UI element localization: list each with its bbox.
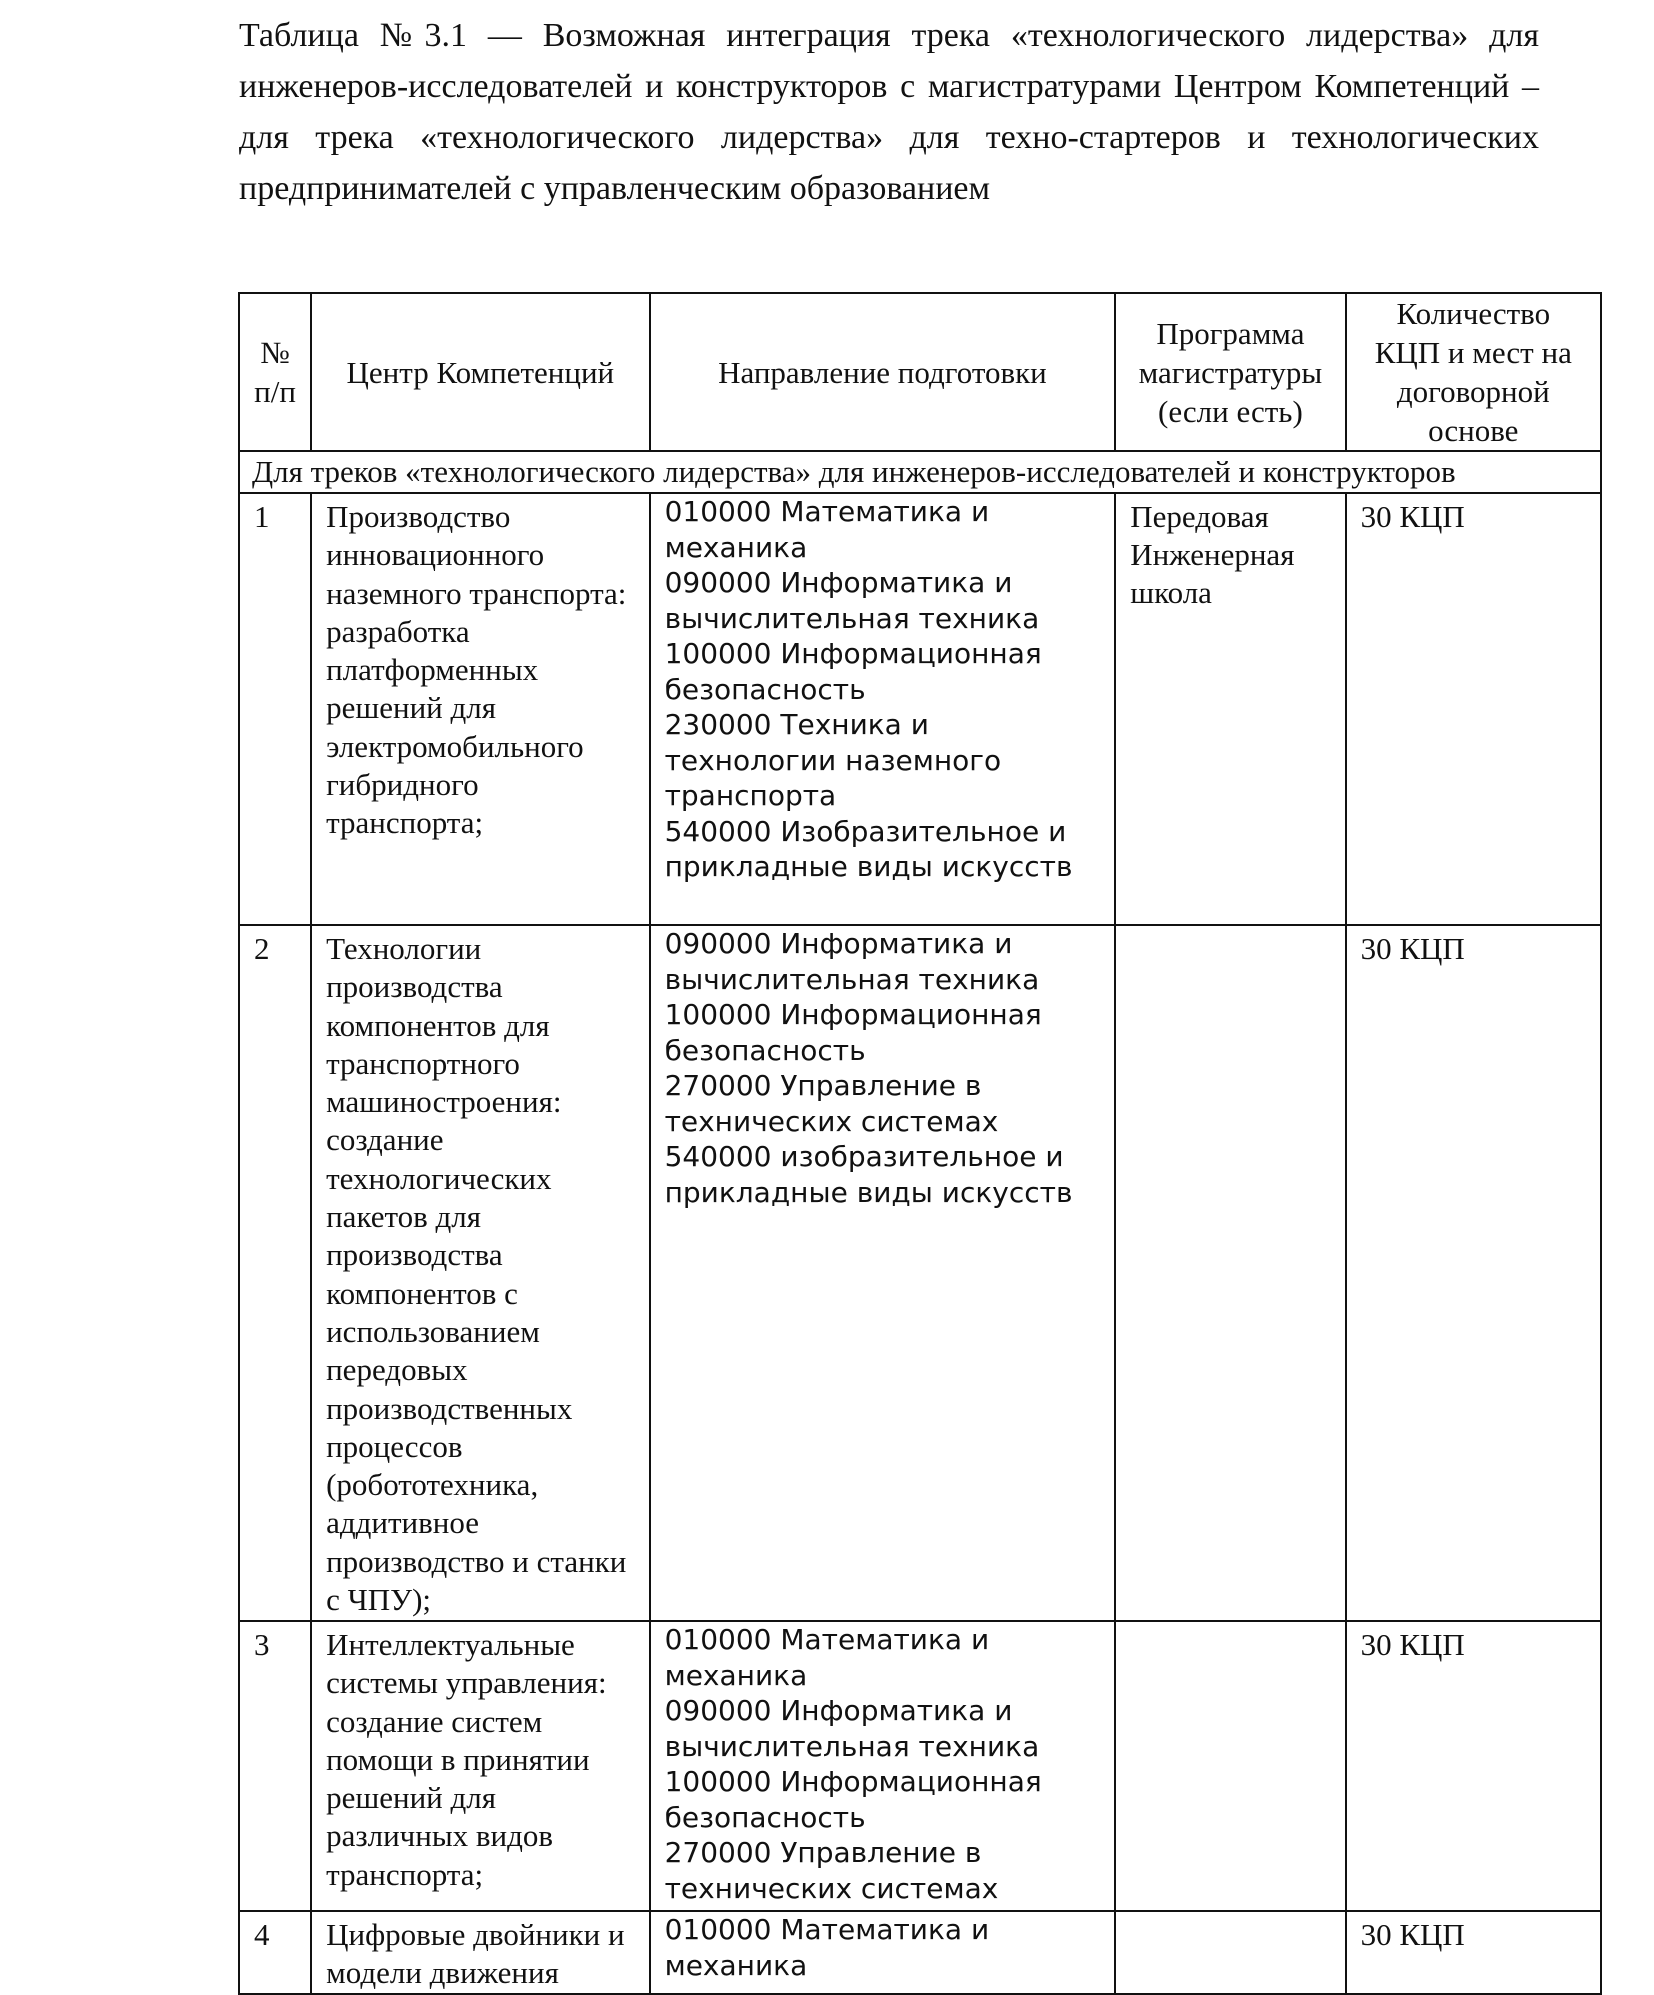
row-quantity: 30 КЦП: [1346, 925, 1601, 1621]
direction-item: 090000 Информатика и вычислительная техника: [664, 927, 1040, 996]
row-program: Передовая Инженерная школа: [1115, 493, 1345, 925]
integration-table: [238, 292, 1602, 1995]
header-direction: Направление подготовки: [650, 293, 1116, 451]
direction-item: 100000 Информационная безопасность: [664, 637, 1042, 706]
row-quantity: 30 КЦП: [1346, 1621, 1601, 1911]
direction-item: 090000 Информатика и вычислительная техника: [664, 566, 1040, 635]
row-center: Интеллектуальные системы управления: создание систем помощи в принятии решений для различных видов транспорта;: [311, 1621, 649, 1911]
row-num: 4: [239, 1911, 311, 1994]
table-row: [239, 493, 1601, 925]
header-center: Центр Компетенций: [311, 293, 649, 451]
row-center: Цифровые двойники и модели движения: [311, 1911, 649, 1994]
row-quantity: 30 КЦП: [1346, 493, 1601, 925]
direction-item: 010000 Математика и механика: [664, 1913, 990, 1982]
table-row: [239, 925, 1601, 1621]
direction-item: 540000 Изобразительное и прикладные виды искусств: [664, 814, 1073, 883]
header-program: Программа магистратуры (если есть): [1115, 293, 1345, 451]
row-center: Производство инновационного наземного транспорта: разработка платформенных решений для электромобильного гибридного транспорта;: [311, 493, 649, 925]
row-program: [1115, 1621, 1345, 1911]
row-quantity: 30 КЦП: [1346, 1911, 1601, 1994]
section-row: [239, 451, 1601, 493]
table-header-row: [239, 293, 1601, 451]
row-directions: [650, 925, 1116, 1621]
row-program: [1115, 925, 1345, 1621]
table-row: [239, 1621, 1601, 1911]
row-num: 2: [239, 925, 311, 1621]
direction-item: 270000 Управление в технических системах: [664, 1069, 999, 1138]
header-num: № п/п: [239, 293, 311, 451]
row-center: Технологии производства компонентов для транспортного машиностроения: создание технологических пакетов для производства компонентов с использованием передовых производственных процессов (робототехника, аддитивное производство и станки с ЧПУ);: [311, 925, 649, 1621]
row-num: 3: [239, 1621, 311, 1911]
row-directions: [650, 493, 1116, 925]
row-directions: [650, 1911, 1116, 1994]
direction-item: 100000 Информационная безопасность: [664, 998, 1042, 1067]
row-program: [1115, 1911, 1345, 1994]
direction-item: 230000 Техника и технологии наземного транспорта: [664, 708, 1002, 812]
direction-item: 010000 Математика и механика: [664, 495, 990, 564]
direction-item: 540000 изобразительное и прикладные виды искусств: [664, 1140, 1073, 1209]
table-row: [239, 1911, 1601, 1994]
row-num: 1: [239, 493, 311, 925]
direction-item: 100000 Информационная безопасность: [664, 1765, 1042, 1834]
direction-item: 090000 Информатика и вычислительная техника: [664, 1694, 1040, 1763]
section-title: Для треков «технологического лидерства» для инженеров-исследователей и конструкторов: [239, 451, 1601, 493]
header-quantity: Количество КЦП и мест на договорной основе: [1346, 293, 1601, 451]
direction-item: 010000 Математика и механика: [664, 1623, 990, 1692]
table-caption: Таблица №3.1 — Возможная интеграция трека «технологического лидерства» для инженеров-исследователей и конструкторов с магистратурами Центром Компетенций – для трека «технологического лидерства» для техно-стартеров и технологических предпринимателей с управленческим образованием: [239, 17, 1539, 207]
direction-item: 270000 Управление в технических системах: [664, 1836, 999, 1905]
row-directions: [650, 1621, 1116, 1911]
